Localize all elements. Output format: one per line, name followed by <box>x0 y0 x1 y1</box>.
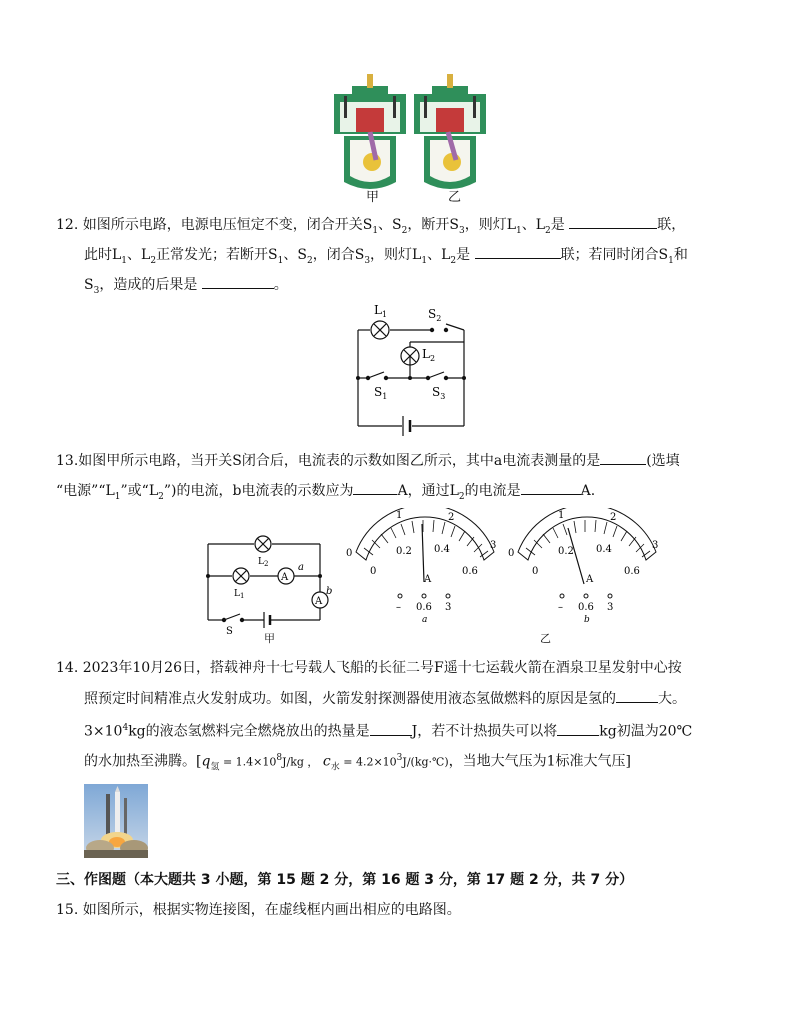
svg-text:1: 1 <box>558 510 565 521</box>
q13-answer-blank-2[interactable] <box>353 480 397 495</box>
engine-right <box>414 74 486 189</box>
q13-meter-b <box>506 508 668 628</box>
engine-left <box>334 74 406 189</box>
q12-number: 12. <box>56 217 79 233</box>
q12-circuit-svg <box>346 302 476 442</box>
q12-label-S3: $S_3$ <box>432 385 446 401</box>
q14-line4: 的水加热至沸腾。[$q_氢 = 1.4\times 10^8J/kg$ ， $c_水$ = $4.2\times 10^3J/(kg\cdot℃)$，当地大气压为1标准大气压] <box>84 753 631 773</box>
q12-label-L2: $L_2$ <box>422 347 436 363</box>
q13-number: 13. <box>56 453 79 469</box>
q12-circuit <box>346 302 476 442</box>
q12-answer-blank-1[interactable] <box>569 214 657 229</box>
svg-text:0.4: 0.4 <box>434 544 450 555</box>
svg-text:2: 2 <box>448 512 455 523</box>
svg-text:3: 3 <box>445 602 452 613</box>
q13-fig-yi: 乙 <box>540 632 551 645</box>
q12-label-S2: $S_2$ <box>428 307 442 323</box>
q13-ammeter-b-symbol: A <box>315 596 323 607</box>
q12-line1: 12. 如图所示电路，电源电压恒定不变，闭合开关$S_1$、$S_2$，断开$S_3$，则灯$L_1$、$L_2$是 联， <box>56 214 685 241</box>
q12-answer-blank-2[interactable] <box>475 244 561 259</box>
q14-line3: $3\times 10^4kg$的液态氢燃料完全燃烧放出的热量是 J，若不计热损失可以将 kg初温为20℃ <box>84 718 692 742</box>
q14-answer-blank-2[interactable] <box>370 721 412 736</box>
meter-b-svg <box>506 508 668 628</box>
meter-a-label: a <box>422 615 428 625</box>
q13-ammeter-a-symbol: A <box>281 572 289 583</box>
svg-text:0: 0 <box>370 566 377 577</box>
rocket-image <box>84 784 148 858</box>
q13-meter-a <box>344 508 506 628</box>
q13-answer-blank-1[interactable] <box>600 450 646 465</box>
svg-text:0.2: 0.2 <box>396 546 412 557</box>
q12-answer-blank-3[interactable] <box>202 274 274 289</box>
q13-label-S: S <box>226 626 233 637</box>
q14-line2: 照预定时间精准点火发射成功。如图，火箭发射探测器使用液态氢做燃料的原因是氢的 大。 <box>84 688 686 709</box>
q14-number: 14. <box>56 660 79 676</box>
q13-label-L2: $L_2$ <box>258 557 269 568</box>
q12-line3: $S_3$，造成的后果是 。 <box>84 274 288 301</box>
engine-label-yi: 乙 <box>448 190 462 205</box>
svg-text:0.6: 0.6 <box>624 566 640 577</box>
q12-label-L1: $L_1$ <box>374 303 388 319</box>
svg-text:A: A <box>424 574 432 585</box>
svg-text:0.4: 0.4 <box>596 544 612 555</box>
svg-text:–: – <box>558 602 563 613</box>
q13-circuit-a: a <box>298 562 304 573</box>
q14-line1: 14. 2023年10月26日，搭载神舟十七号载人飞船的长征二号F遥十七运载火箭在酒泉卫星发射中心按 <box>56 660 682 676</box>
svg-text:3: 3 <box>490 540 497 551</box>
q13-circuit-svg <box>204 530 340 642</box>
q13-answer-blank-3[interactable] <box>521 480 581 495</box>
q12-line2: 此时$L_1$、$L_2$正常发光；若断开$S_1$、$S_2$，闭合$S_3$，则灯$L_1$、$L_2$是 联；若同时闭合$S_1$和 <box>84 244 688 271</box>
q13-label-L1: $L_1$ <box>234 589 245 600</box>
rocket-photo <box>84 784 148 858</box>
q13-circuit-jia <box>204 530 340 642</box>
svg-text:0: 0 <box>346 548 353 559</box>
svg-text:0: 0 <box>532 566 539 577</box>
section-3-title: 三、作图题（本大题共 3 小题，第 15 题 2 分，第 16 题 3 分，第 17 题 2 分，共 7 分） <box>56 872 634 888</box>
svg-text:–: – <box>396 602 401 613</box>
svg-text:3: 3 <box>607 602 614 613</box>
q14-answer-blank-3[interactable] <box>557 721 599 736</box>
q15-line1: 15. 如图所示，根据实物连接图，在虚线框内画出相应的电路图。 <box>56 902 461 918</box>
svg-text:1: 1 <box>396 510 403 521</box>
svg-text:2: 2 <box>610 512 617 523</box>
q13-circuit-b: b <box>326 586 333 597</box>
q13-line2: “电源$”“L_1$”或“$L_2$”)的电流，b电流表的示数应为 A，通过$L_2$的电流是 A. <box>56 480 595 507</box>
svg-text:3: 3 <box>652 540 659 551</box>
engine-label-jia: 甲 <box>366 190 380 205</box>
engine-diagram <box>330 72 490 202</box>
svg-text:0.6: 0.6 <box>416 602 432 613</box>
meter-a-svg <box>344 508 506 628</box>
q13-fig-jia: 甲 <box>264 632 275 645</box>
svg-text:0: 0 <box>508 548 515 559</box>
q14-answer-blank-1[interactable] <box>616 688 658 703</box>
engine-figure <box>330 72 490 202</box>
svg-text:0.2: 0.2 <box>558 546 574 557</box>
meter-b-label: b <box>584 615 590 625</box>
svg-text:0.6: 0.6 <box>462 566 478 577</box>
svg-text:A: A <box>586 574 594 585</box>
q12-label-S1: $S_1$ <box>374 385 388 401</box>
svg-text:0.6: 0.6 <box>578 602 594 613</box>
q13-line1: 13.如图甲所示电路，当开关S闭合后，电流表的示数如图乙所示，其中a电流表测量的是 (选填 <box>56 450 680 471</box>
q15-number: 15. <box>56 902 79 918</box>
